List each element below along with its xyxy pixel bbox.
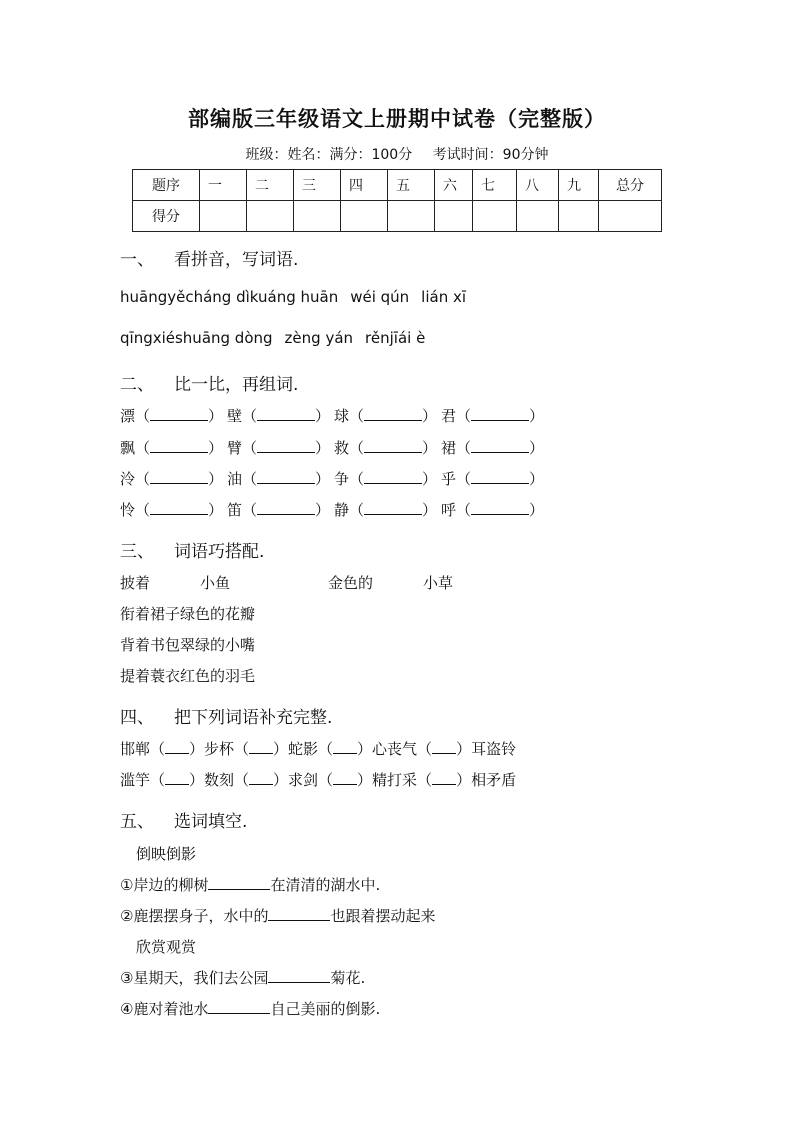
word-choice-group-1: 倒映倒影 <box>136 845 197 863</box>
score-cell <box>247 201 294 232</box>
fill-question-3: ③星期天，我们去公园 菊花. <box>120 969 366 987</box>
pinyin-item: zèng yán <box>284 329 354 347</box>
fill-question-4: ④鹿对着池水 自己美丽的倒影. <box>120 1000 381 1018</box>
word-choice-group-2: 欣赏观赏 <box>136 938 197 956</box>
compare-row-3 <box>120 468 548 489</box>
fill-question-2: ②鹿摆摆身子，水中的 也跟着摆动起来 <box>120 907 436 925</box>
answer-blank[interactable] <box>150 469 208 484</box>
answer-blank[interactable] <box>257 500 315 515</box>
score-cell <box>388 201 435 232</box>
class-name-score-label: 班级：姓名：满分：100分 <box>245 147 413 163</box>
score-cell <box>294 201 341 232</box>
answer-blank[interactable] <box>257 438 315 453</box>
section-number: 五、 <box>120 812 154 832</box>
section-title: 词语巧搭配. <box>174 542 265 562</box>
answer-blank[interactable] <box>364 469 422 484</box>
section-number: 一、 <box>120 250 154 270</box>
header-cell: 三 <box>294 170 341 201</box>
answer-blank[interactable] <box>150 500 208 515</box>
pinyin-item: wéi qún <box>350 288 410 306</box>
section-number: 四、 <box>120 708 154 728</box>
pinyin-line-1 <box>120 288 478 306</box>
score-cell <box>599 201 662 232</box>
compare-item: 泠（ ） <box>120 470 224 488</box>
match-word: 披着 <box>120 574 151 592</box>
header-cell: 八 <box>517 170 559 201</box>
answer-blank[interactable] <box>249 739 273 754</box>
answer-blank[interactable] <box>257 406 315 421</box>
section-number: 二、 <box>120 375 154 395</box>
match-row-2: 背着书包翠绿的小嘴 <box>120 636 256 654</box>
exam-time-label: 考试时间：90分钟 <box>432 147 549 163</box>
answer-blank[interactable] <box>333 739 357 754</box>
fill-question-1: ①岸边的柳树 在清清的湖水中. <box>120 876 381 894</box>
compare-item: 臂（ ） <box>227 439 331 457</box>
compare-item: 君（ ） <box>441 407 545 425</box>
compare-item: 油（ ） <box>227 470 331 488</box>
score-table-header-row <box>133 170 662 201</box>
header-cell: 二 <box>247 170 294 201</box>
compare-item: 裙（ ） <box>441 439 545 457</box>
pinyin-item: huāngyěcháng dìkuáng huān <box>120 288 339 306</box>
page-title: 部编版三年级语文上册期中试卷（完整版） <box>188 106 606 131</box>
answer-blank[interactable] <box>165 739 189 754</box>
idiom-row-1: 邯郸（ ）步杯（ ）蛇影（ ）心丧气（ ）耳盗铃 <box>120 740 517 758</box>
section-title: 选词填空. <box>174 812 248 832</box>
match-word: 小草 <box>423 574 454 592</box>
compare-item: 争（ ） <box>334 470 438 488</box>
answer-blank[interactable] <box>208 875 270 890</box>
pinyin-line-2 <box>120 329 437 347</box>
answer-blank[interactable] <box>432 770 456 785</box>
match-word: 金色的 <box>328 574 374 592</box>
section-4-heading <box>120 703 332 728</box>
answer-blank[interactable] <box>364 438 422 453</box>
compare-item: 壁（ ） <box>227 407 331 425</box>
compare-item: 呼（ ） <box>441 501 545 519</box>
score-cell <box>341 201 388 232</box>
section-5-heading <box>120 807 247 832</box>
exam-info <box>0 144 794 164</box>
answer-blank[interactable] <box>471 438 529 453</box>
answer-blank[interactable] <box>364 500 422 515</box>
header-cell: 总分 <box>599 170 662 201</box>
section-title: 把下列词语补充完整. <box>174 708 333 728</box>
answer-blank[interactable] <box>165 770 189 785</box>
section-title: 看拼音，写词语. <box>174 250 299 270</box>
match-row-0 <box>120 572 453 593</box>
pinyin-item: qīngxiéshuāng dòng <box>120 329 273 347</box>
pinyin-item: lián xī <box>421 288 467 306</box>
answer-blank[interactable] <box>150 438 208 453</box>
answer-blank[interactable] <box>471 469 529 484</box>
answer-blank[interactable] <box>208 999 270 1014</box>
answer-blank[interactable] <box>249 770 273 785</box>
score-cell <box>200 201 247 232</box>
compare-row-1 <box>120 405 548 426</box>
compare-item: 怜（ ） <box>120 501 224 519</box>
header-cell: 五 <box>388 170 435 201</box>
header-cell: 题序 <box>133 170 200 201</box>
pinyin-item: rěnjīái è <box>365 329 426 347</box>
answer-blank[interactable] <box>268 968 330 983</box>
compare-item: 救（ ） <box>334 439 438 457</box>
compare-item: 笛（ ） <box>227 501 331 519</box>
compare-item: 漂（ ） <box>120 407 224 425</box>
score-table <box>132 169 662 232</box>
answer-blank[interactable] <box>268 906 330 921</box>
compare-item: 球（ ） <box>334 407 438 425</box>
score-cell <box>517 201 559 232</box>
header-cell: 七 <box>473 170 517 201</box>
section-3-heading <box>120 537 264 562</box>
score-cell <box>435 201 473 232</box>
match-row-1: 衔着裙子绿色的花瓣 <box>120 605 256 623</box>
answer-blank[interactable] <box>432 739 456 754</box>
answer-blank[interactable] <box>257 469 315 484</box>
score-table-score-row <box>133 201 662 232</box>
score-cell <box>473 201 517 232</box>
answer-blank[interactable] <box>471 406 529 421</box>
match-row-3: 提着蓑衣红色的羽毛 <box>120 667 256 685</box>
compare-row-2 <box>120 437 548 458</box>
header-cell: 一 <box>200 170 247 201</box>
compare-item: 静（ ） <box>334 501 438 519</box>
answer-blank[interactable] <box>333 770 357 785</box>
header-cell: 六 <box>435 170 473 201</box>
section-1-heading <box>120 245 298 270</box>
answer-blank[interactable] <box>471 500 529 515</box>
answer-blank[interactable] <box>150 406 208 421</box>
match-word: 小鱼 <box>200 574 231 592</box>
compare-item: 飘（ ） <box>120 439 224 457</box>
section-2-heading <box>120 370 298 395</box>
section-number: 三、 <box>120 542 154 562</box>
answer-blank[interactable] <box>364 406 422 421</box>
header-cell: 九 <box>559 170 599 201</box>
compare-item: 乎（ ） <box>441 470 545 488</box>
score-cell <box>559 201 599 232</box>
section-title: 比一比，再组词. <box>174 375 299 395</box>
header-cell: 四 <box>341 170 388 201</box>
score-row-label: 得分 <box>133 201 200 232</box>
compare-row-4 <box>120 499 548 520</box>
idiom-row-2: 滥竽（ ）数刻（ ）求剑（ ）精打采（ ）相矛盾 <box>120 771 517 789</box>
